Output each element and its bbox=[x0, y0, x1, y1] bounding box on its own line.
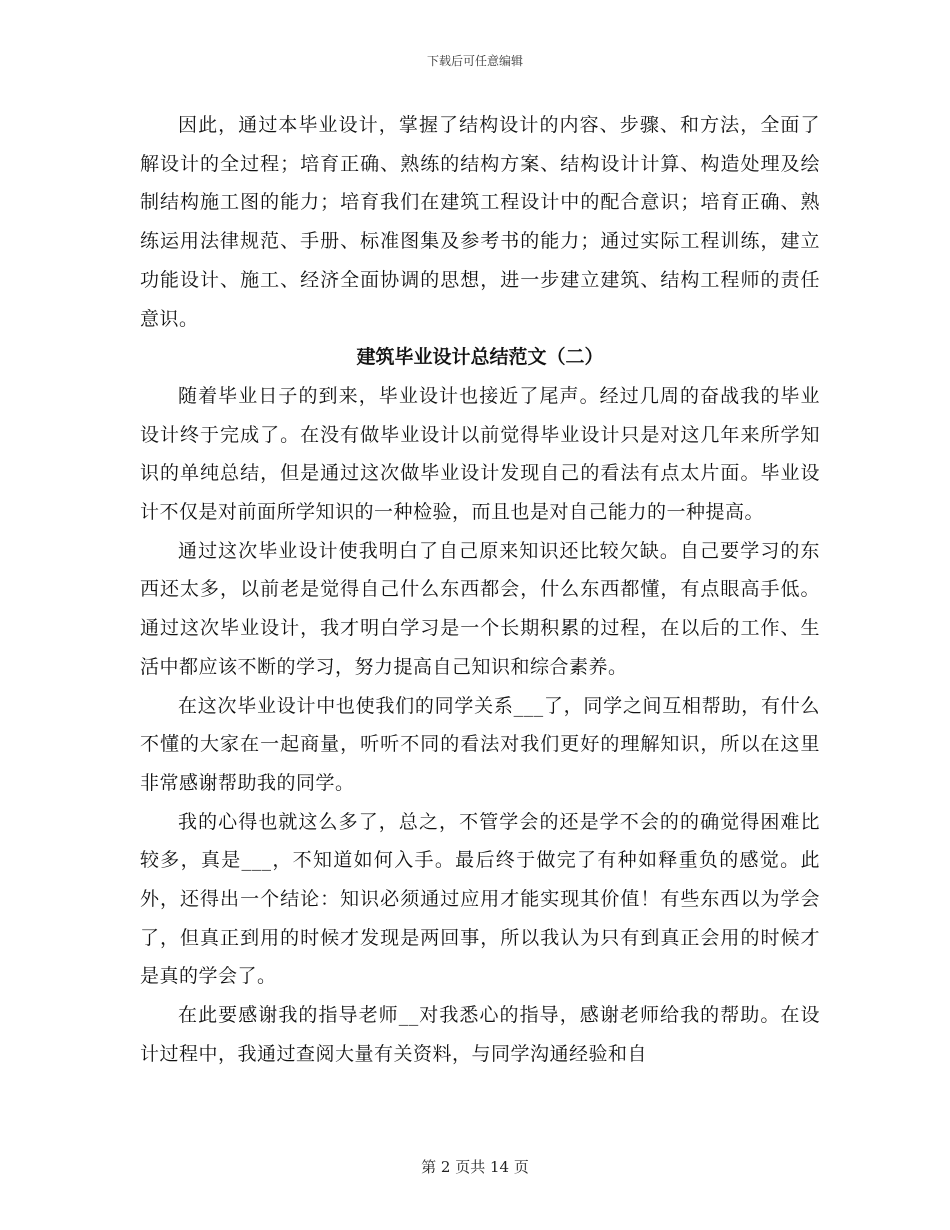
document-body bbox=[140, 106, 820, 1074]
paragraph-2: 随着毕业日子的到来，毕业设计也接近了尾声。经过几周的奋战我的毕业设计终于完成了。在没有做毕业设计以前觉得毕业设计只是对这几年来所学知识的单纯总结，但是通过这次做毕业设计发现自己的看法有点太片面。毕业设计不仅是对前面所学知识的一种检验，而且也是对自己能力的一种提高。 bbox=[140, 384, 820, 524]
paragraph-1: 因此，通过本毕业设计，掌握了结构设计的内容、步骤、和方法，全面了解设计的全过程；培育正确、熟练的结构方案、结构设计计算、构造处理及绘制结构施工图的能力；培育我们在建筑工程设计中的配合意识；培育正确、熟练运用法律规范、手册、标准图集及参考书的能力；通过实际工程训练，建立功能设计、施工、经济全面协调的思想，进一步建立建筑、结构工程师的责任意识。 bbox=[140, 114, 820, 330]
paragraph-5: 我的心得也就这么多了，总之，不管学会的还是学不会的的确觉得困难比较多，真是___，不知道如何入手。最后终于做完了有种如释重负的感觉。此外，还得出一个结论：知识必须通过应用才能实现其价值！有些东西以为学会了，但真正到用的时候才发现是两回事，所以我认为只有到真正会用的时候才是真的学会了。 bbox=[140, 810, 820, 988]
section-heading: 建筑毕业设计总结范文（二） bbox=[356, 346, 604, 369]
paragraph-3: 通过这次毕业设计使我明白了自己原来知识还比较欠缺。自己要学习的东西还太多，以前老是觉得自己什么东西都会，什么东西都懂，有点眼高手低。通过这次毕业设计，我才明白学习是一个长期积累的过程，在以后的工作、生活中都应该不断的学习，努力提高自己知识和综合素养。 bbox=[140, 539, 820, 678]
paragraph-4: 在这次毕业设计中也使我们的同学关系___了，同学之间互相帮助，有什么不懂的大家在一起商量，听听不同的看法对我们更好的理解知识，所以在这里非常感谢帮助我的同学。 bbox=[140, 694, 820, 794]
page-header: 下载后可任意编辑 bbox=[426, 54, 523, 68]
paragraph-6: 在此要感谢我的指导老师__对我悉心的指导，感谢老师给我的帮助。在设计过程中，我通过查阅大量有关资料，与同学沟通经验和自 bbox=[140, 1004, 820, 1065]
page-number: 第 2 页共 14 页 bbox=[421, 1158, 529, 1176]
